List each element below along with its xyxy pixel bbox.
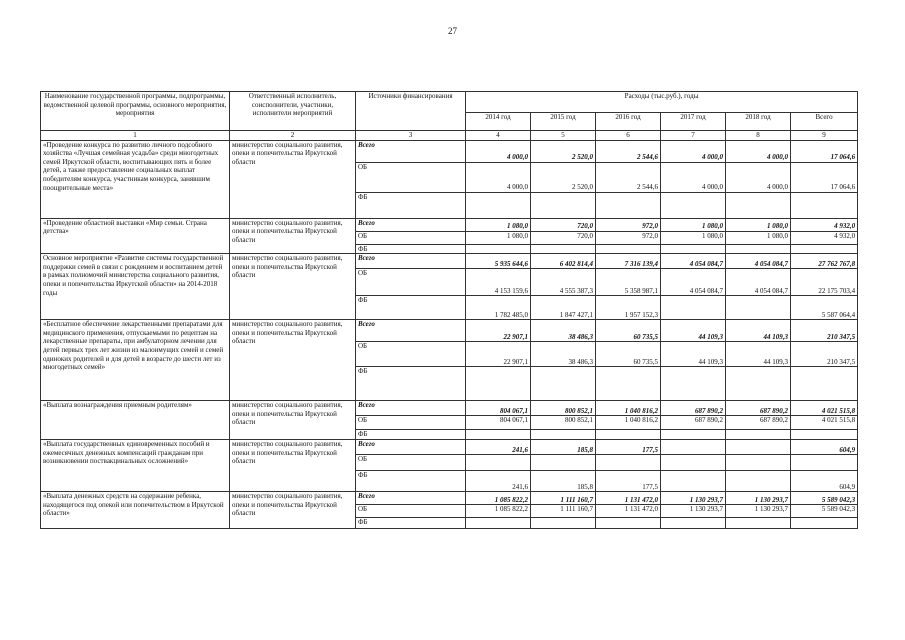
total-value: 177,5 xyxy=(596,440,661,455)
funding-source-fb: ФБ xyxy=(356,296,466,320)
ob-value: 4 555 387,3 xyxy=(531,269,596,296)
fb-value: 1 957 152,3 xyxy=(596,296,661,320)
fb-value xyxy=(596,367,661,401)
ob-value: 804 067,1 xyxy=(466,416,531,430)
ob-value xyxy=(791,455,858,471)
column-number: 3 xyxy=(356,131,466,141)
total-value: 1 080,0 xyxy=(466,218,531,231)
executor: министерство социального развития, опеки и попечительства Иркутской области xyxy=(230,140,356,218)
fb-value xyxy=(791,367,858,401)
activity-name: «Бесплатное обеспечение лекарственными препаратами для медицинского применения, отпускаемыми по рецептам на лекарственные препараты, при амбулаторном лечении для детей первых трех лет жизни из малоимущих семей и семей одиноких родителей и для детей в возрасте до шести лет из многодетных семей» xyxy=(41,320,230,401)
total-value xyxy=(661,440,726,455)
header-year: 2017 год xyxy=(661,113,726,131)
fb-value xyxy=(791,518,858,529)
fb-value xyxy=(726,296,791,320)
funding-source-fb: ФБ xyxy=(356,192,466,218)
fb-value: 1 782 485,0 xyxy=(466,296,531,320)
page-number: 27 xyxy=(448,26,457,36)
ob-value xyxy=(661,455,726,471)
fb-value xyxy=(791,244,858,254)
funding-source-total: Всего xyxy=(356,440,466,455)
ob-value xyxy=(596,455,661,471)
total-value: 38 486,3 xyxy=(531,320,596,342)
fb-value xyxy=(596,244,661,254)
ob-value: 60 735,5 xyxy=(596,342,661,367)
table-row xyxy=(41,320,858,342)
total-value: 1 131 472,0 xyxy=(596,492,661,505)
funding-source-ob: ОБ xyxy=(356,231,466,244)
total-value: 4 000,0 xyxy=(661,140,726,162)
fb-value: 177,5 xyxy=(596,471,661,492)
total-value: 27 762 767,8 xyxy=(791,254,858,269)
header-col-executor: Ответственный исполнитель, соисполнители, участники, исполнители мероприятий xyxy=(230,92,356,131)
fb-value xyxy=(531,518,596,529)
column-number: 9 xyxy=(791,131,858,141)
fb-value xyxy=(531,192,596,218)
fb-value xyxy=(726,518,791,529)
ob-value: 687 890,2 xyxy=(661,416,726,430)
fb-value xyxy=(661,244,726,254)
executor: министерство социального развития, опеки и попечительства Иркутской области xyxy=(230,440,356,492)
ob-value: 4 153 159,6 xyxy=(466,269,531,296)
financing-table xyxy=(40,91,858,529)
executor: министерство социального развития, опеки и попечительства Иркутской области xyxy=(230,254,356,320)
total-value: 210 347,5 xyxy=(791,320,858,342)
fb-value: 604,9 xyxy=(791,471,858,492)
total-value: 2 520,0 xyxy=(531,140,596,162)
activity-name: «Выплата вознаграждения приемным родителям» xyxy=(41,401,230,440)
total-value: 4 000,0 xyxy=(726,140,791,162)
column-number: 6 xyxy=(596,131,661,141)
total-value xyxy=(726,440,791,455)
ob-value: 1 085 822,2 xyxy=(466,505,531,518)
total-value: 22 907,1 xyxy=(466,320,531,342)
activity-name: «Выплата государственных единовременных пособий и ежемесячных денежных компенсаций гражданам при возникновении поствакцинальных осложнений» xyxy=(41,440,230,492)
total-value: 241,6 xyxy=(466,440,531,455)
ob-value: 22 175 703,4 xyxy=(791,269,858,296)
ob-value xyxy=(531,455,596,471)
header-year: 2015 год xyxy=(531,113,596,131)
table-row xyxy=(41,254,858,269)
funding-source-total: Всего xyxy=(356,218,466,231)
executor: министерство социального развития, опеки и попечительства Иркутской области xyxy=(230,218,356,254)
funding-source-ob: ОБ xyxy=(356,416,466,430)
activity-name: «Выплата денежных средств на содержание ребенка, находящегося под опекой или попечительством в Иркутской области» xyxy=(41,492,230,529)
total-value: 2 544,6 xyxy=(596,140,661,162)
ob-value: 5 358 987,1 xyxy=(596,269,661,296)
total-value: 5 935 644,6 xyxy=(466,254,531,269)
fb-value xyxy=(661,296,726,320)
ob-value: 1 080,0 xyxy=(726,231,791,244)
activity-name: «Проведение конкурса по развитию личного подсобного хозяйства «Лучшая семейная усадьба» среди многодетных семей Иркутской области, воспитывающих пять и более детей, а также предоставление социальных выплат победителям конкурса, участникам конкурса, занявшим поощрительные места» xyxy=(41,140,230,218)
fb-value: 5 587 064,4 xyxy=(791,296,858,320)
total-value: 4 054 084,7 xyxy=(661,254,726,269)
fb-value: 241,6 xyxy=(466,471,531,492)
ob-value: 687 890,2 xyxy=(726,416,791,430)
total-value: 185,8 xyxy=(531,440,596,455)
ob-value: 210 347,5 xyxy=(791,342,858,367)
total-value: 972,0 xyxy=(596,218,661,231)
ob-value: 38 486,3 xyxy=(531,342,596,367)
column-number: 1 xyxy=(41,131,230,141)
ob-value: 1 080,0 xyxy=(661,231,726,244)
table-row xyxy=(41,140,858,162)
ob-value: 2 520,0 xyxy=(531,162,596,192)
fb-value xyxy=(466,192,531,218)
fb-value xyxy=(596,192,661,218)
total-value: 6 402 814,4 xyxy=(531,254,596,269)
fb-value xyxy=(466,430,531,440)
fb-value xyxy=(726,367,791,401)
total-value: 1 040 816,2 xyxy=(596,401,661,416)
funding-source-total: Всего xyxy=(356,492,466,505)
header-row xyxy=(41,92,858,113)
total-value: 1 130 293,7 xyxy=(726,492,791,505)
total-value: 687 890,2 xyxy=(726,401,791,416)
fb-value xyxy=(466,518,531,529)
funding-source-total: Всего xyxy=(356,320,466,342)
funding-source-fb: ФБ xyxy=(356,471,466,492)
funding-source-fb: ФБ xyxy=(356,518,466,529)
total-value: 800 852,1 xyxy=(531,401,596,416)
executor: министерство социального развития, опеки и попечительства Иркутской области xyxy=(230,401,356,440)
ob-value: 4 000,0 xyxy=(661,162,726,192)
total-value: 1 080,0 xyxy=(726,218,791,231)
fb-value xyxy=(661,367,726,401)
ob-value: 4 000,0 xyxy=(726,162,791,192)
ob-value: 1 080,0 xyxy=(466,231,531,244)
ob-value xyxy=(726,455,791,471)
column-numbers-row xyxy=(41,131,858,141)
fb-value: 185,8 xyxy=(531,471,596,492)
ob-value: 972,0 xyxy=(596,231,661,244)
header-col-source: Источники финансирования xyxy=(356,92,466,131)
header-year: 2018 год xyxy=(726,113,791,131)
fb-value xyxy=(661,192,726,218)
fb-value xyxy=(531,244,596,254)
total-value: 1 130 293,7 xyxy=(661,492,726,505)
header-year: 2014 год xyxy=(466,113,531,131)
total-value: 4 000,0 xyxy=(466,140,531,162)
funding-source-fb: ФБ xyxy=(356,430,466,440)
column-number: 4 xyxy=(466,131,531,141)
ob-value: 44 109,3 xyxy=(726,342,791,367)
header-year: 2016 год xyxy=(596,113,661,131)
fb-value xyxy=(791,192,858,218)
executor: министерство социального развития, опеки и попечительства Иркутской области xyxy=(230,492,356,529)
total-value: 4 054 084,7 xyxy=(726,254,791,269)
column-number: 8 xyxy=(726,131,791,141)
fb-value xyxy=(466,244,531,254)
total-value: 604,9 xyxy=(791,440,858,455)
ob-value: 5 589 042,3 xyxy=(791,505,858,518)
ob-value xyxy=(466,455,531,471)
column-number: 2 xyxy=(230,131,356,141)
column-number: 7 xyxy=(661,131,726,141)
fb-value xyxy=(726,244,791,254)
fb-value xyxy=(596,430,661,440)
ob-value: 800 852,1 xyxy=(531,416,596,430)
activity-name: «Проведение областной выставки «Мир семьи. Страна детства» xyxy=(41,218,230,254)
header-total: Всего xyxy=(791,113,858,131)
total-value: 720,0 xyxy=(531,218,596,231)
ob-value: 44 109,3 xyxy=(661,342,726,367)
ob-value: 1 040 816,2 xyxy=(596,416,661,430)
total-value: 17 064,6 xyxy=(791,140,858,162)
ob-value: 4 021 515,8 xyxy=(791,416,858,430)
funding-source-ob: ОБ xyxy=(356,269,466,296)
fb-value xyxy=(596,518,661,529)
fb-value xyxy=(726,471,791,492)
table-row xyxy=(41,401,858,416)
column-number: 5 xyxy=(531,131,596,141)
total-value: 1 080,0 xyxy=(661,218,726,231)
funding-source-total: Всего xyxy=(356,140,466,162)
ob-value: 1 111 160,7 xyxy=(531,505,596,518)
ob-value: 2 544,6 xyxy=(596,162,661,192)
fb-value xyxy=(791,430,858,440)
total-value: 7 316 139,4 xyxy=(596,254,661,269)
ob-value: 1 130 293,7 xyxy=(661,505,726,518)
fb-value xyxy=(661,471,726,492)
executor: министерство социального развития, опеки и попечительства Иркутской области xyxy=(230,320,356,401)
header-expenses: Расходы (тыс.руб.), годы xyxy=(466,92,858,113)
fb-value xyxy=(726,192,791,218)
table-row xyxy=(41,492,858,505)
total-value: 687 890,2 xyxy=(661,401,726,416)
funding-source-total: Всего xyxy=(356,401,466,416)
table-row xyxy=(41,218,858,231)
total-value: 44 109,3 xyxy=(726,320,791,342)
total-value: 1 085 822,2 xyxy=(466,492,531,505)
fb-value xyxy=(531,430,596,440)
total-value: 1 111 160,7 xyxy=(531,492,596,505)
ob-value: 4 054 084,7 xyxy=(726,269,791,296)
funding-source-fb: ФБ xyxy=(356,244,466,254)
ob-value: 1 131 472,0 xyxy=(596,505,661,518)
fb-value xyxy=(661,518,726,529)
ob-value: 4 054 084,7 xyxy=(661,269,726,296)
total-value: 4 021 515,8 xyxy=(791,401,858,416)
funding-source-fb: ФБ xyxy=(356,367,466,401)
funding-source-ob: ОБ xyxy=(356,505,466,518)
funding-source-ob: ОБ xyxy=(356,342,466,367)
total-value: 60 735,5 xyxy=(596,320,661,342)
header-col-name: Наименование государственной программы, подпрограммы, ведомственной целевой программы, основного мероприятия, мероприятия xyxy=(41,92,230,131)
ob-value: 22 907,1 xyxy=(466,342,531,367)
funding-source-total: Всего xyxy=(356,254,466,269)
total-value: 44 109,3 xyxy=(661,320,726,342)
ob-value: 17 064,6 xyxy=(791,162,858,192)
ob-value: 720,0 xyxy=(531,231,596,244)
fb-value xyxy=(726,430,791,440)
total-value: 4 932,0 xyxy=(791,218,858,231)
fb-value xyxy=(661,430,726,440)
fb-value: 1 847 427,1 xyxy=(531,296,596,320)
activity-name: Основное мероприятие «Развитие системы государственной поддержки семей в связи с рождением и воспитанием детей в рамках полномочий министерства социального развития, опеки и попечительства Иркутской области» на 2014-2018 годы xyxy=(41,254,230,320)
fb-value xyxy=(466,367,531,401)
funding-source-ob: ОБ xyxy=(356,162,466,192)
ob-value: 4 000,0 xyxy=(466,162,531,192)
funding-source-ob: ОБ xyxy=(356,455,466,471)
total-value: 5 589 042,3 xyxy=(791,492,858,505)
table-row xyxy=(41,440,858,455)
fb-value xyxy=(531,367,596,401)
ob-value: 4 932,0 xyxy=(791,231,858,244)
total-value: 804 067,1 xyxy=(466,401,531,416)
ob-value: 1 130 293,7 xyxy=(726,505,791,518)
